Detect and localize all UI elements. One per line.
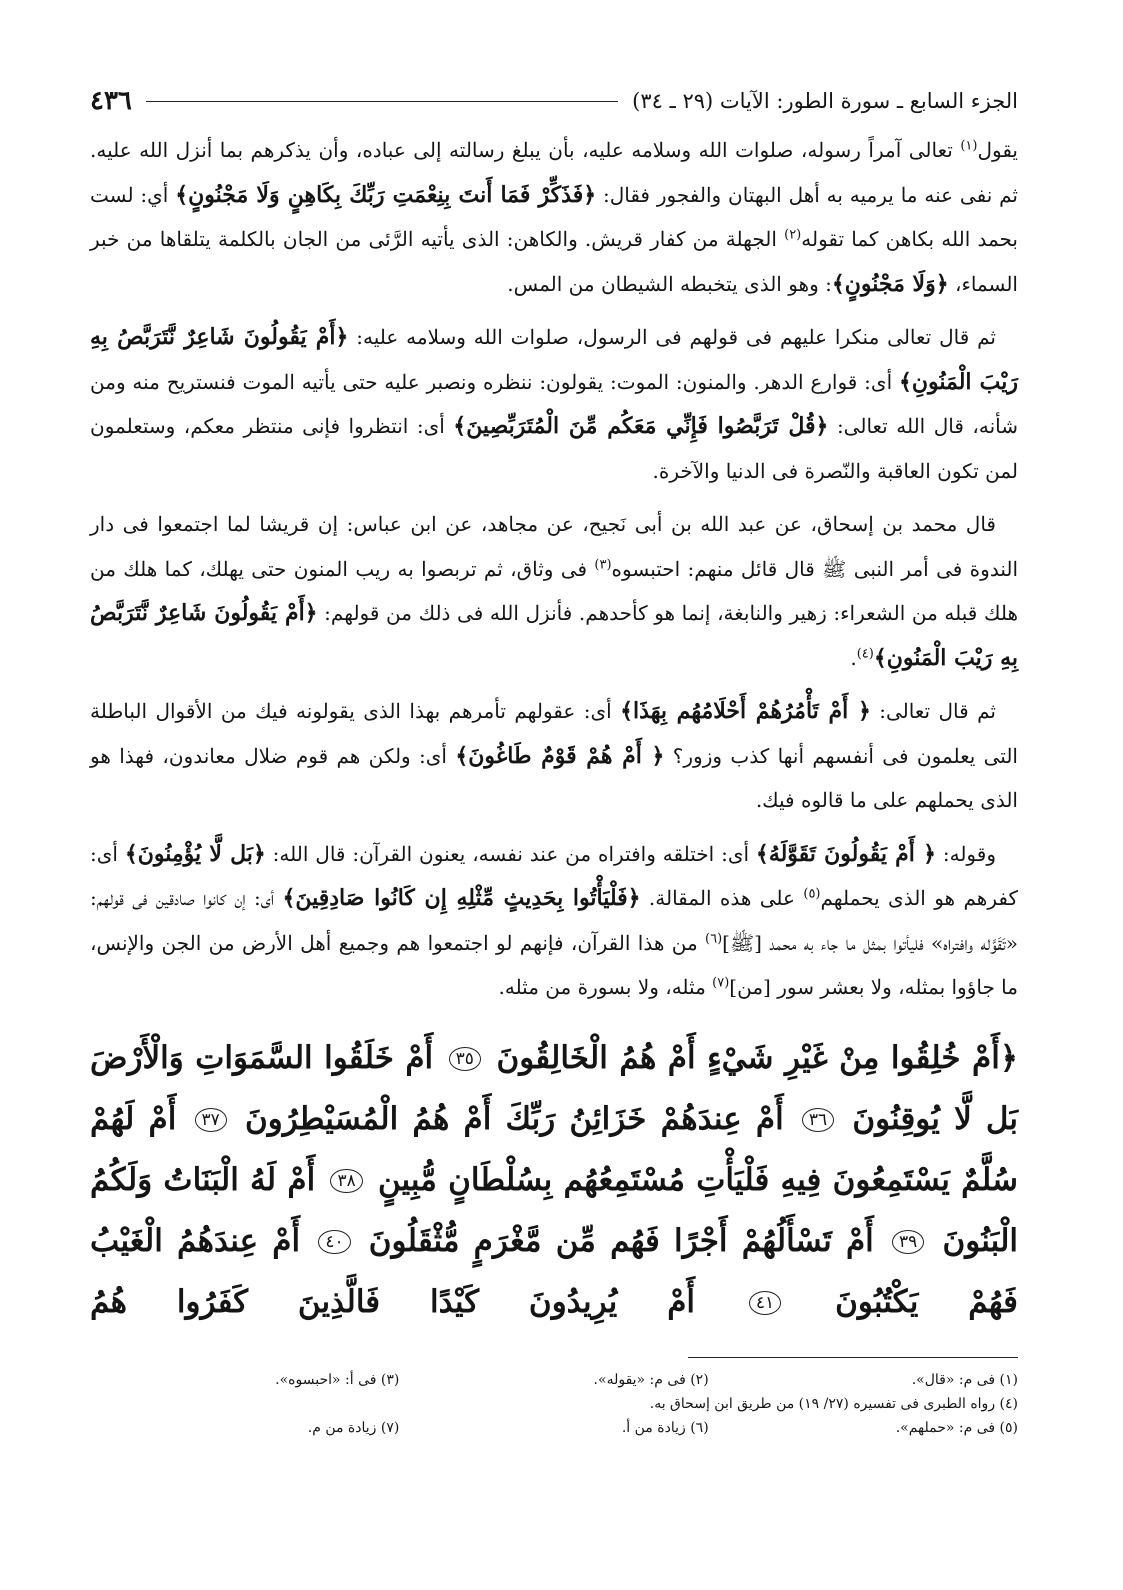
verse-number: ٤٠: [318, 1230, 350, 1254]
quran-quote: ﴿ أَمْ هُمْ قَوْمٌ طَاغُونَ﴾: [455, 742, 665, 769]
text-run: فى وثاق، ثم تربصوا به ريب المنون حتى يهلك، كما هلك من هلك قبله من الشعراء: زهير والنابغة، إنما هو كأحدهم. فأنزل الله فى ذلك من قولهم:: [90, 556, 1018, 625]
footnote-ref: (٢): [784, 227, 802, 243]
quran-quote: ﴿فَلْيَأْتُوا بِحَدِيثٍ مِّثْلِهِ إِن كَانُوا صَادِقِينَ﴾: [282, 885, 641, 911]
commentary-body: [90, 128, 1018, 1010]
footnote-6: (٦) زيادة من أ.: [621, 1419, 709, 1436]
quran-quote: ﴿وَلَا مَجْنُونٍ﴾: [831, 270, 949, 297]
quran-quote: ﴿أَمْ يَقُولُونَ شَاعِرٌ نَّتَرَبَّصُ بِهِ رَيْبَ الْمَنُونِ﴾: [90, 324, 1019, 395]
verse-number: ٣٩: [892, 1230, 924, 1254]
text-run: من هذا القرآن، فإنهم لو اجتمعوا هم وجميع أهل الأرض من الجن والإنس، ما جاؤوا بمثله، ولا بعشر سور [من]: [90, 930, 1018, 999]
quran-quote: ﴿ أَمْ يَقُولُونَ تَقَوَّلَهُ﴾: [755, 840, 936, 867]
verse-text: أَمْ عِندَهُمُ الْغَيْبُ فَهُمْ يَكْتُبُونَ: [90, 1222, 1018, 1320]
footnote-row: [90, 1368, 1018, 1392]
text-run: الجهلة من كفار قريش. والكاهن: الذى يأتيه الرَّئى من الجان بالكلمة يتلقاها من خبر السماء،: [90, 227, 1018, 296]
footnote-1: (١) فى م: «قال».: [911, 1371, 1018, 1388]
paragraph: [90, 502, 1018, 680]
verse-number: ٣٥: [449, 1047, 481, 1071]
text-run: تعالى آمراً رسوله، صلوات الله وسلامه عليه، بأن يبلغ رسالته إلى عباده، وأن يذكرهم بما أنزل الله عليه. ثم نفى عنه ما يرميه به أهل البهتان والفجور فقال:: [90, 138, 1018, 207]
text-run: أى: إن كانوا صادقين فى قولهم: «تَقَوَّله وافتراه» فليأتوا بمثل ما جاء به محمد [ﷺ]: [90, 886, 1018, 955]
text-run: أى: عقولهم تأمرهم بهذا الذى يقولونه فيك من الأقوال الباطلة التى يعلمون فى أنفسهم أنها كذب وزور؟: [90, 699, 1018, 768]
footnote-7: (٧) زيادة من م.: [307, 1419, 400, 1436]
text-run: ثم قال تعالى منكرا عليهم فى قولهم فى الرسول، صلوات الله وسلامه عليه:: [348, 325, 996, 349]
verse-number: ٣٧: [195, 1108, 227, 1132]
header-rule: [146, 101, 618, 102]
verse-text: أَمْ خَلَقُوا السَّمَوَاتِ وَالْأَرْضَ بَل لَّا يُوقِنُونَ: [90, 1039, 1019, 1137]
verse-text: أَمْ لَهُمْ سُلَّمٌ يَسْتَمِعُونَ فِيهِ فَلْيَأْتِ مُسْتَمِعُهُم بِسُلْطَانٍ مُّبِينٍ: [90, 1100, 1018, 1198]
footnote-rule: [688, 1357, 1018, 1358]
footnote-5: (٥) فى م: «حملهم».: [895, 1419, 1018, 1436]
verse-number: ٣٨: [330, 1169, 362, 1193]
quran-quote: ﴿ أَمْ تَأْمُرُهُمْ أَحْلَامُهُم بِهَذَا﴾: [620, 698, 871, 724]
text-run: أى: كفرهم هو الذى يحملهم: [90, 841, 1018, 910]
text-run: أى: اختلقه وافتراه من عند نفسه، يعنون القرآن: قال الله:: [265, 841, 756, 866]
footnote-row: [90, 1392, 1018, 1416]
text-run: .: [850, 645, 857, 670]
text-run: أى: انتظروا فإنى منتظر معكم، وستعلمون لمن تكون العاقبة والنّصرة فى الدنيا والآخرة.: [90, 414, 1018, 483]
quran-quote: ﴿أَمْ يَقُولُونَ شَاعِرٌ نَّتَرَبَّصُ بِهِ رَيْبَ الْمَنُونِ﴾: [90, 600, 1018, 671]
book-page: [90, 84, 1018, 1554]
quran-quote: ﴿فَذَكِّرْ فَمَا أَنتَ بِنِعْمَتِ رَبِّكَ بِكَاهِنٍ وَلَا مَجْنُونٍ﴾: [175, 181, 597, 208]
text-run: يقول: [977, 138, 1018, 162]
verse-text: أَمْ لَهُ الْبَنَاتُ وَلَكُمُ الْبَنُونَ: [90, 1161, 1019, 1259]
running-title: الجزء السابع ـ سورة الطور: الآيات (٢٩ ـ ٣٤): [632, 89, 1018, 113]
footnote-ref: (٧): [712, 975, 730, 991]
verse-text: أَمْ عِندَهُمْ خَزَائِنُ رَبِّكَ أَمْ هُمُ الْمُسَيْطِرُونَ: [244, 1100, 784, 1137]
text-run: مثله، ولا بسورة من مثله.: [498, 975, 713, 999]
paragraph: [90, 689, 1018, 823]
text-run: : وهو الذى يتخبطه الشيطان من المس.: [507, 271, 832, 296]
verse-text: أَمْ يُرِيدُونَ كَيْدًا فَالَّذِينَ كَفَرُوا هُمُ: [90, 1283, 696, 1320]
page-number: ٤٣٦: [90, 86, 132, 116]
paragraph: [90, 832, 1018, 1010]
verse-number: ٣٦: [802, 1108, 834, 1132]
running-header: [90, 84, 1018, 118]
footnote-3: (٣) فى أ: «احبسوه».: [275, 1371, 400, 1388]
verse-text: أَمْ تَسْأَلُهُمْ أَجْرًا فَهُم مِّن مَّغْرَمٍ مُّثْقَلُونَ: [368, 1222, 874, 1259]
footnote-2: (٢) فى م: «يقوله».: [593, 1371, 709, 1388]
footnote-ref: (٣): [594, 556, 612, 572]
verse-text: ﴿أَمْ خُلِقُوا مِنْ غَيْرِ شَيْءٍ أَمْ هُمُ الْخَالِقُونَ: [496, 1039, 1019, 1076]
text-run: أى: ولكن هم قوم ضلال معاندون، فهذا هو الذى يحملهم على ما قالوه فيك.: [90, 743, 1018, 812]
text-run: أى: قوارع الدهر. والمنون: الموت: يقولون: ننظره ونصبر عليه حتى يأتيه الموت فنستريح منه ومن شأنه، قال الله تعالى:: [90, 369, 1018, 438]
footnote-4: (٤) رواه الطبرى فى تفسيره (٢٧/ ١٩) من طريق ابن إسحاق به.: [649, 1395, 1018, 1412]
text-run: وقوله:: [935, 841, 996, 866]
text-run: قال محمد بن إسحاق، عن عبد الله بن أبى نَجيح، عن مجاهد، عن ابن عباس: إن قريشا لما اجتمعوا فى دار الندوة فى أمر النبى ﷺ قال قائل منهم: احتبسوه: [90, 512, 1018, 581]
footnote-row: [90, 1416, 1018, 1440]
text-run: أي: لست بحمد الله بكاهن كما تقوله: [90, 182, 1018, 251]
quran-quote: ﴿بَل لَّا يُؤْمِنُونَ﴾: [124, 840, 266, 867]
quran-verses-block: [90, 1028, 1018, 1333]
footnote-ref: (٦): [705, 930, 723, 946]
quran-quote: ﴿قُلْ تَرَبَّصُوا فَإِنِّي مَعَكُم مِّنَ الْمُتَرَبِّصِينَ﴾: [453, 413, 829, 439]
text-run: على هذه المقالة.: [640, 886, 804, 910]
paragraph: [90, 128, 1018, 306]
footnote-ref: (٥): [803, 886, 821, 902]
text-run: ثم قال تعالى:: [870, 699, 996, 723]
verse-number: ٤١: [749, 1291, 781, 1315]
paragraph: [90, 315, 1018, 493]
footnote-ref: (٤): [856, 645, 874, 661]
footnotes: [90, 1368, 1018, 1440]
footnote-ref: (١): [960, 138, 978, 154]
